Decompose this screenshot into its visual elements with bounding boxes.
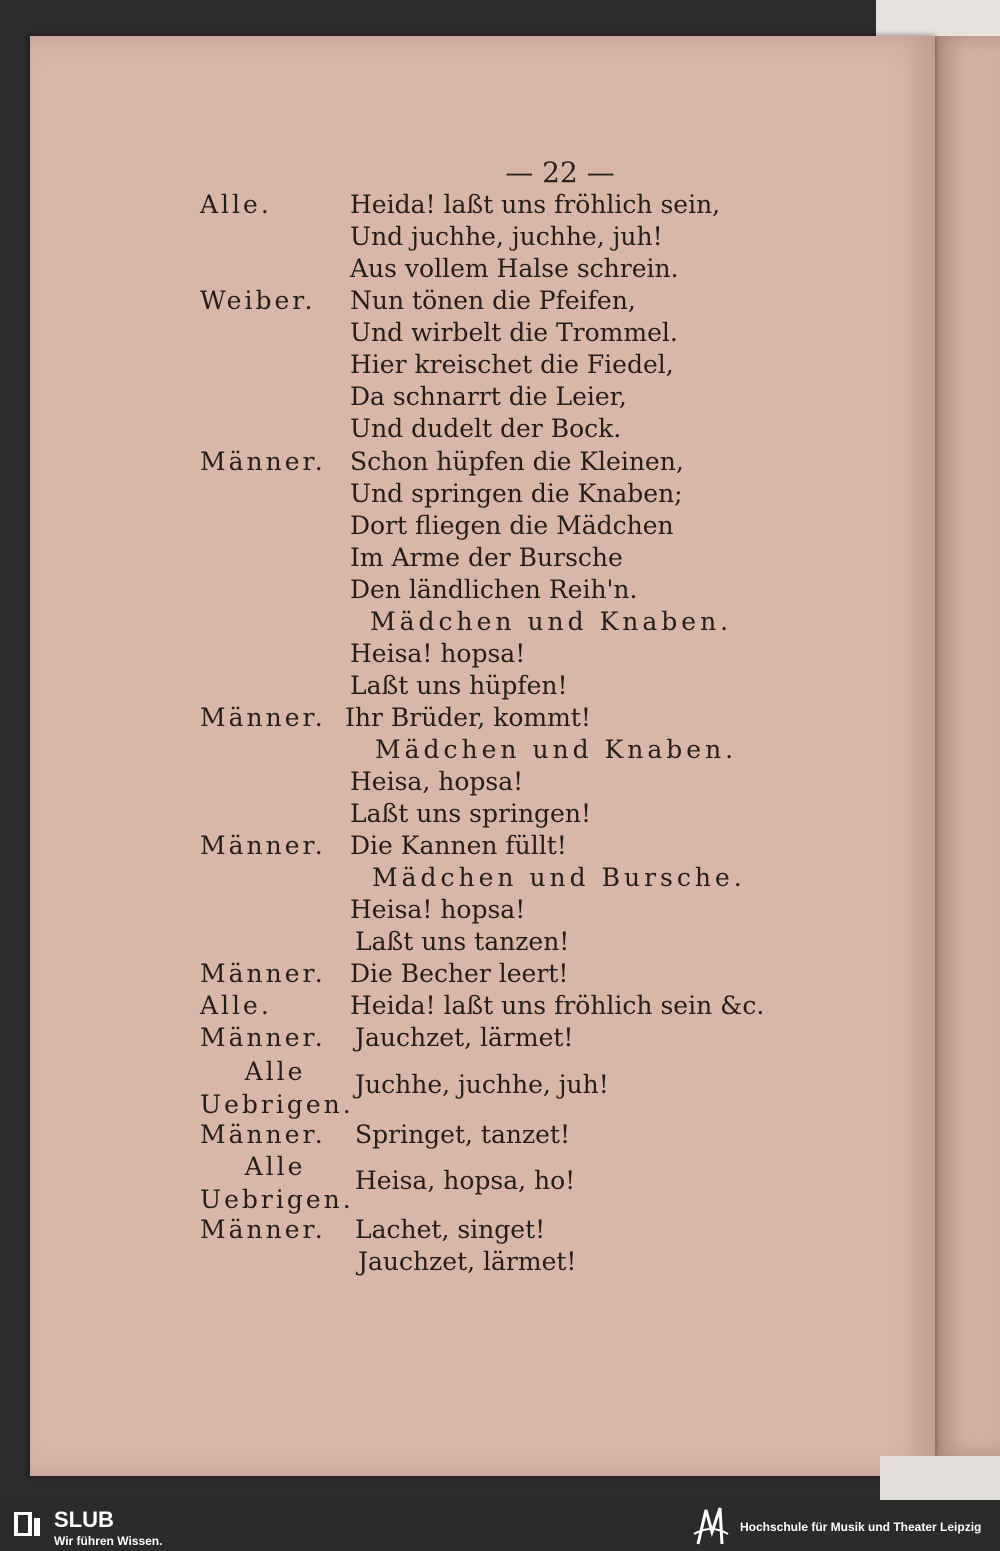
slub-logo-icon — [14, 1512, 40, 1536]
speaker-label: Männer. — [200, 1215, 326, 1244]
verse-line: Laßt uns tanzen! — [355, 927, 570, 956]
hmt-name: Hochschule für Musik und Theater Leipzig — [740, 1520, 982, 1534]
stage-direction: Mädchen und Bursche. — [372, 863, 746, 892]
verse-line: Aus vollem Halse schrein. — [350, 254, 679, 283]
verse-line: Ihr Brüder, kommt! — [345, 703, 591, 732]
speaker-label: Männer. — [200, 831, 326, 860]
slub-tagline: Wir führen Wissen. — [54, 1534, 163, 1548]
verse-line: Da schnarrt die Leier, — [350, 382, 627, 411]
verse-line: Den ländlichen Reih'n. — [350, 575, 638, 604]
stage-direction: Mädchen und Knaben. — [375, 735, 738, 764]
next-page-edge — [876, 0, 1000, 36]
verse-line: Laßt uns springen! — [350, 799, 592, 828]
speaker-label: Männer. — [200, 447, 326, 476]
verse-line: Schon hüpfen die Kleinen, — [350, 447, 684, 476]
verse-line: Hier kreischet die Fiedel, — [350, 350, 674, 379]
speaker-label: Männer. — [200, 1023, 326, 1052]
verse-line: Jauchzet, lärmet! — [355, 1023, 574, 1052]
verse-line: Und dudelt der Bock. — [350, 414, 622, 443]
verse-line: Die Becher leert! — [350, 959, 569, 988]
verse-line: Lachet, singet! — [355, 1215, 546, 1244]
page-number: — 22 — — [505, 156, 615, 189]
speaker-label: Alle Uebrigen. — [200, 1057, 354, 1119]
verse-line: Heida! laßt uns fröhlich sein, — [350, 190, 721, 219]
verse-line: Heida! laßt uns fröhlich sein &c. — [350, 991, 765, 1020]
footer-bar — [0, 1500, 1000, 1551]
speaker-label: Alle. — [200, 991, 272, 1020]
verse-line: Heisa, hopsa, ho! — [355, 1166, 576, 1195]
verse-line: Heisa! hopsa! — [350, 639, 526, 668]
slub-name: SLUB — [54, 1507, 114, 1532]
verse-line: Jauchzet, lärmet! — [358, 1247, 577, 1276]
verse-line: Springet, tanzet! — [355, 1120, 571, 1149]
verse-line: Und wirbelt die Trommel. — [350, 318, 678, 347]
verse-line: Die Kannen füllt! — [350, 831, 567, 860]
speaker-label: Alle. — [200, 190, 272, 219]
next-page-edge-bottom — [880, 1456, 1000, 1500]
speaker-label: Weiber. — [200, 286, 316, 315]
verse-line: Und juchhe, juchhe, juh! — [350, 222, 663, 251]
verse-line: Dort fliegen die Mädchen — [350, 511, 674, 540]
next-page — [935, 36, 1000, 1456]
verse-line: Und springen die Knaben; — [350, 479, 683, 508]
hmt-logo-icon — [692, 1504, 730, 1548]
verse-line: Im Arme der Bursche — [350, 543, 623, 572]
verse-line: Heisa, hopsa! — [350, 767, 524, 796]
verse-line: Nun tönen die Pfeifen, — [350, 286, 636, 315]
stage-direction: Mädchen und Knaben. — [370, 607, 733, 636]
verse-line: Juchhe, juchhe, juh! — [355, 1070, 609, 1099]
verse-line: Heisa! hopsa! — [350, 895, 526, 924]
speaker-label: Alle Uebrigen. — [200, 1152, 354, 1214]
speaker-label: Männer. — [200, 703, 326, 732]
verse-line: Laßt uns hüpfen! — [350, 671, 568, 700]
speaker-label: Männer. — [200, 1120, 326, 1149]
speaker-label: Männer. — [200, 959, 326, 988]
